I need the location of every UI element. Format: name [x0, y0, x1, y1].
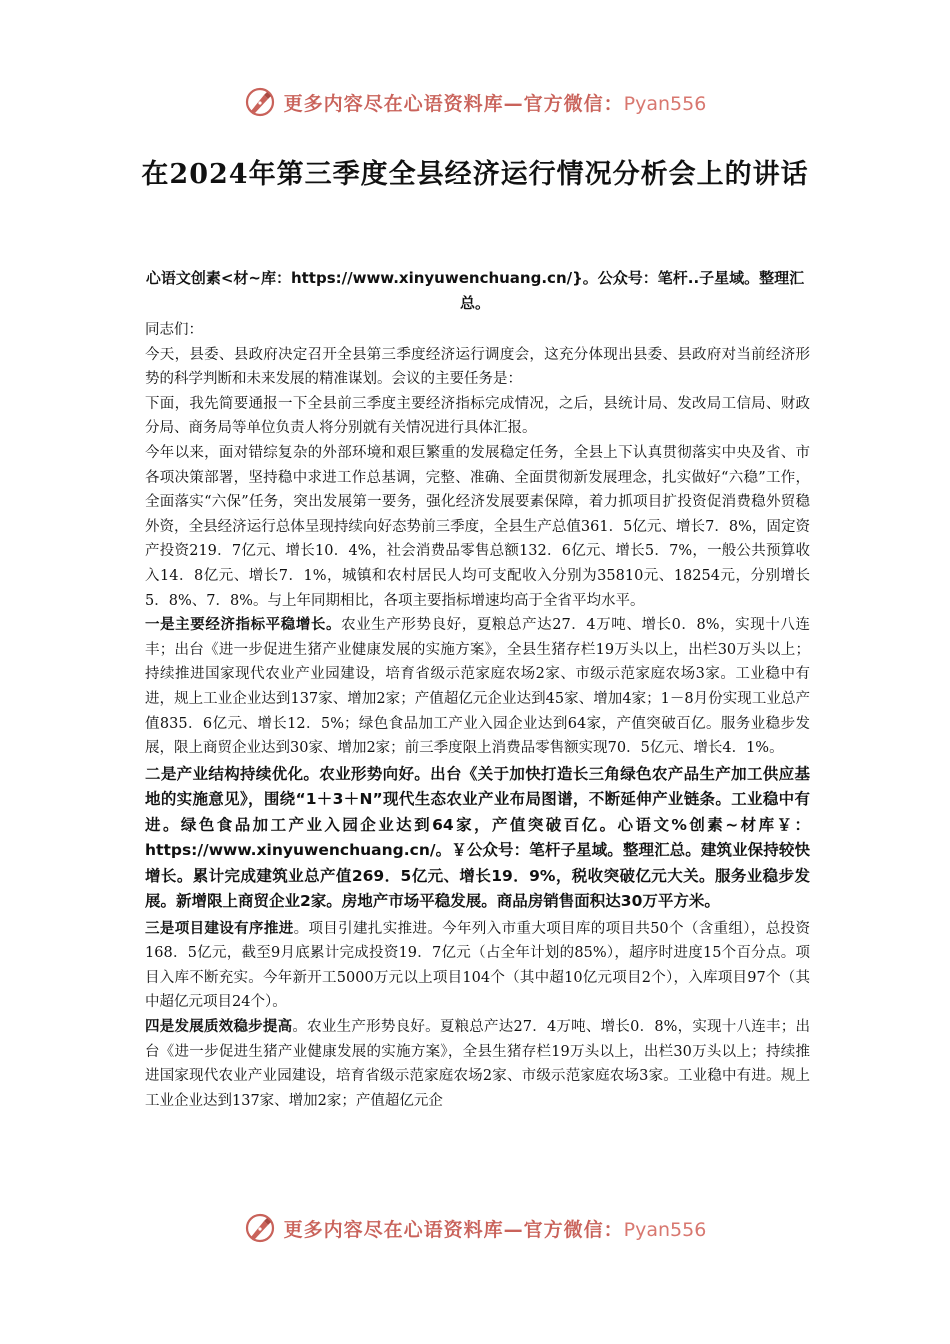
source-line: 心语文创素<材~库：https://www.xinyuwenchuang.cn/}。公众号：笔杆..子星域。整理汇总。 — [145, 269, 805, 312]
header-banner — [0, 82, 950, 122]
footer-banner — [0, 1208, 950, 1248]
section-four-text: 。农业生产形势良好。夏粮总产达27．4万吨、增长0．8%，实现十八连丰；出台《进一步促进生猪产业健康发展的实施方案》，全县生猪存栏19万头以上，出栏30万头以上；持续推进国家现代农业产业园建设，培育省级示范家庭农场2家、市级示范家庭农场3家。工业稳中有进。规上工业企业达到137家、增加2家；产值超亿元企 — [145, 1019, 811, 1109]
pen-nib-logo-icon — [244, 86, 276, 118]
pen-nib-logo-icon — [244, 1212, 276, 1244]
section-three — [145, 917, 810, 1015]
paragraph-intro: 今天，县委、县政府决定召开全县第三季度经济运行调度会，这充分体现出县委、县政府对当前经济形势的科学判断和未来发展的精准谋划。会议的主要任务是： — [145, 346, 810, 388]
section-one-heading: 一是主要经济指标平稳增长。 — [145, 616, 342, 634]
banner-text: 更多内容尽在心语资料库—官方微信：Pyan556 — [283, 92, 707, 115]
section-four — [145, 1015, 810, 1113]
section-three-text: 。项目引建扎实推进。今年列入市重大项目库的项目共50个（含重组），总投资168．5亿元，截至9月底累计完成投资19．7亿元（占全年计划的85%），超序时进度15个百分点。项目入库不断充实。今年新开工5000万元以上项目104个（其中超10亿元项目2个），入库项目97个（其中超亿元项目24个）。 — [145, 920, 810, 1011]
document-title: 在2024年第三季度全县经济运行情况分析会上的讲话 — [141, 159, 809, 190]
paragraph-overview: 今年以来，面对错综复杂的外部环境和艰巨繁重的发展稳定任务，全县上下认真贯彻落实中央及省、市各项决策部署，坚持稳中求进工作总基调，完整、准确、全面贯彻新发展理念，扎实做好“六稳”工作，全面落实“六保”任务，突出发展第一要务，强化经济发展要素保障，着力抓项目扩投资促消费稳外贸稳外资，全县经济运行总体呈现持续向好态势前三季度，全县生产总值361．5亿元、增长7．8%，固定资产投资219．7亿元、增长10．4%，社会消费品零售总额132．6亿元、增长5．7%，一般公共预算收入14．8亿元、增长7．1%，城镇和农村居民人均可支配收入分别为35810元、18254元，分别增长5．8%、7．8%。与上年同期相比，各项主要指标增速均高于全省平均水平。 — [145, 444, 810, 609]
paragraph-agenda: 下面，我先简要通报一下全县前三季度主要经济指标完成情况，之后，县统计局、发改局工信局、财政分局、商务局等单位负责人将分别就有关情况进行具体汇报。 — [145, 395, 810, 437]
section-two: 二是产业结构持续优化。农业形势向好。出台《关于加快打造长三角绿色农产品生产加工供应基地的实施意见》，围绕“1＋3＋N”现代生态农业产业布局图谱，不断延伸产业链条。工业稳中有进。绿色食品加工产业入园企业达到64家，产值突破百亿。心语文%创素~材库￥：https://www.xinyuwenchuang.cn/。￥公众号：笔杆子星域。整理汇总。建筑业保持较快增长。累计完成建筑业总产值269．5亿元、增长19．9%，税收突破亿元大关。服务业稳步发展。新增限上商贸企业2家。房地产市场平稳发展。商品房销售面积达30万平方米。 — [145, 764, 810, 911]
wechat-id: Pyan556 — [623, 1218, 707, 1241]
section-three-heading: 三是项目建设有序推进 — [145, 919, 294, 937]
section-one-text: 农业生产形势良好，夏粮总产达27．4万吨、增长0．8%，实现十八连丰；出台《进一步促进生猪产业健康发展的实施方案》，全县生猪存栏19万头以上，出栏30万头以上；持续推进国家现代农业产业园建设，培育省级示范家庭农场2家、市级示范家庭农场3家。工业稳中有进，规上工业企业达到137家、增加2家；产值超亿元企业达到45家、增加4家；1－8月份实现工业总产值835．6亿元、增长12．5%；绿色食品加工产业入园企业达到64家，产值突破百亿。服务业稳步发展，限上商贸企业达到30家、增加2家；前三季度限上消费品零售额实现70．5亿元、增长4．1%。 — [145, 617, 811, 757]
banner-text: 更多内容尽在心语资料库—官方微信：Pyan556 — [283, 1218, 707, 1241]
section-one — [145, 613, 810, 761]
wechat-id: Pyan556 — [623, 92, 707, 115]
document-body — [145, 318, 810, 1113]
greeting: 同志们： — [145, 322, 203, 338]
section-four-heading: 四是发展质效稳步提高 — [145, 1018, 293, 1036]
